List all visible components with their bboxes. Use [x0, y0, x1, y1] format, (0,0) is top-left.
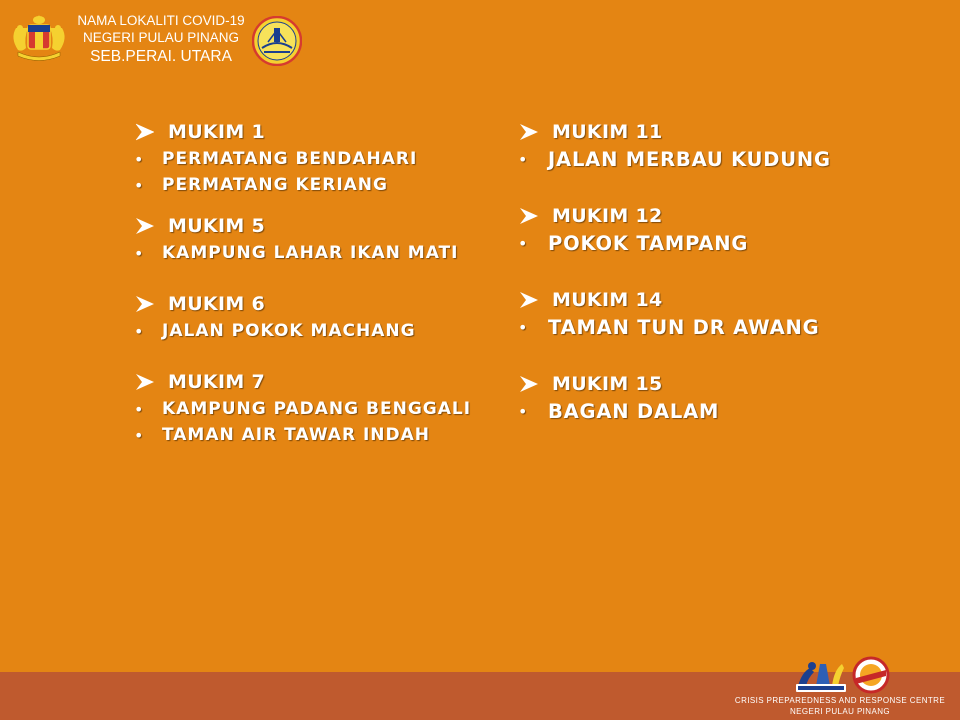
mukim-label: MUKIM 12: [552, 205, 663, 227]
list-item: [518, 230, 918, 256]
place-name: PERMATANG BENDAHARI: [162, 149, 418, 169]
mukim-label: MUKIM 6: [168, 293, 265, 315]
arrow-bullet-icon: [134, 294, 156, 314]
bullet-icon: •: [518, 317, 528, 337]
cprc-logo-icon: [794, 656, 848, 694]
mukim-group: [134, 212, 494, 266]
arrow-bullet-icon: [518, 374, 540, 394]
list-item: [134, 146, 494, 172]
mukim-list-left: [134, 118, 494, 448]
footer-line-2: NEGERI PULAU PINANG: [789, 707, 891, 716]
mukim-heading: [134, 368, 494, 396]
mukim-group: [518, 286, 918, 340]
list-item: [518, 314, 918, 340]
arrow-bullet-icon: [518, 122, 540, 142]
mukim-heading: [134, 118, 494, 146]
arrow-bullet-icon: [134, 122, 156, 142]
bullet-icon: •: [134, 243, 144, 263]
mukim-heading: [134, 212, 494, 240]
bullet-icon: •: [518, 233, 528, 253]
place-name: TAMAN TUN DR AWANG: [548, 315, 820, 339]
place-name: KAMPUNG PADANG BENGGALI: [162, 399, 472, 419]
mukim-label: MUKIM 7: [168, 371, 265, 393]
mukim-group: [518, 202, 918, 256]
list-item: [134, 318, 494, 344]
place-name: PERMATANG KERIANG: [162, 175, 388, 195]
penang-state-seal-icon: [252, 16, 302, 66]
bullet-icon: •: [134, 399, 144, 419]
mukim-heading: [518, 286, 918, 314]
bullet-icon: •: [134, 175, 144, 195]
mukim-heading: [518, 202, 918, 230]
mukim-label: MUKIM 5: [168, 215, 265, 237]
mukim-group: [134, 290, 494, 344]
mukim-group: [134, 368, 494, 448]
footer-caption: [720, 695, 960, 717]
bullet-icon: •: [518, 149, 528, 169]
list-item: [518, 146, 918, 172]
bullet-icon: •: [518, 401, 528, 421]
arrow-bullet-icon: [134, 372, 156, 392]
list-item: [134, 396, 494, 422]
mukim-heading: [518, 118, 918, 146]
arrow-bullet-icon: [518, 290, 540, 310]
place-name: JALAN MERBAU KUDUNG: [548, 147, 831, 171]
place-name: POKOK TAMPANG: [548, 231, 749, 255]
mukim-label: MUKIM 14: [552, 289, 663, 311]
mukim-label: MUKIM 1: [168, 121, 265, 143]
arrow-bullet-icon: [518, 206, 540, 226]
title-line-1: NAMA LOKALITI COVID-19: [77, 13, 245, 28]
mukim-list-right: [518, 118, 918, 424]
mukim-heading: [518, 370, 918, 398]
mukim-label: MUKIM 11: [552, 121, 663, 143]
mukim-group: [518, 370, 918, 424]
arrow-bullet-icon: [134, 216, 156, 236]
place-name: TAMAN AIR TAWAR INDAH: [162, 425, 431, 445]
place-name: KAMPUNG LAHAR IKAN MATI: [162, 243, 459, 263]
place-name: JALAN POKOK MACHANG: [162, 321, 416, 341]
title-line-3: SEB.PERAI. UTARA: [90, 48, 232, 65]
header-title: [72, 12, 250, 65]
list-item: [518, 398, 918, 424]
title-line-2: NEGERI PULAU PINANG: [82, 30, 240, 45]
mukim-group: [518, 118, 918, 172]
footer-line-1: CRISIS PREPAREDNESS AND RESPONSE CENTRE: [734, 696, 946, 705]
place-name: BAGAN DALAM: [548, 399, 720, 423]
list-item: [134, 240, 494, 266]
list-item: [134, 172, 494, 198]
mukim-label: MUKIM 15: [552, 373, 663, 395]
bullet-icon: •: [134, 425, 144, 445]
bullet-icon: •: [134, 321, 144, 341]
list-item: [134, 422, 494, 448]
header: [0, 0, 320, 80]
mukim-heading: [134, 290, 494, 318]
malaysia-coat-of-arms-icon: [8, 14, 70, 62]
covid-badge-icon: [852, 656, 890, 694]
mukim-group: [134, 118, 494, 198]
bullet-icon: •: [134, 149, 144, 169]
